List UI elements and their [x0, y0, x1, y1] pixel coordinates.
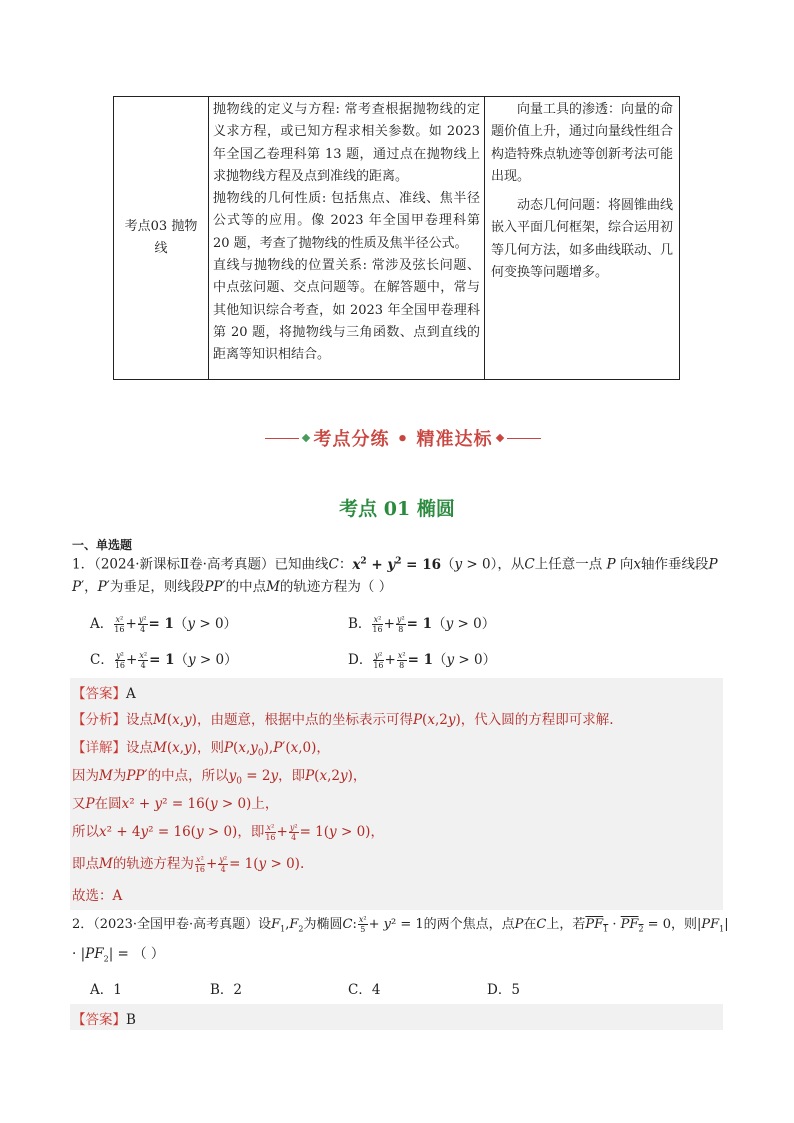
content-paragraph-3: 直线与抛物线的位置关系: 常涉及弦长问题、中点弦问题、交点问题等。在解答题中，常与其他知识综合考查，如 2023 年全国甲卷理科第 20 题，将抛物线与三角函数、点到直线的距离等知识相结合。: [213, 258, 480, 363]
table-cell-topic: [114, 97, 209, 379]
diamond-icon: [495, 434, 503, 442]
detail-row-4: 所以x² + 4y² = 16(y > 0)，即 $\frac{\text{x²}}{16}$ + $\frac{\text{y²}}{4}$ = 1(y > 0)，: [72, 823, 384, 842]
answer-row: 【答案】B: [72, 1012, 136, 1028]
option-c[interactable]: C．4: [348, 982, 381, 998]
detail-row-1: 【详解】设点M(x,y)，则$P(x,y_0),P'(x,0)$，: [72, 740, 330, 759]
content-paragraph-2: 抛物线的几何性质: 包括焦点、准线、焦半径公式等的应用。像 2023 年全国甲卷理科第 20 题，考查了抛物线的性质及焦半径公式。: [213, 191, 480, 251]
option-a[interactable]: A．1: [90, 982, 122, 998]
content-paragraph-1: 抛物线的定义与方程: 常考查根据抛物线的定义求方程，或已知方程求相关参数。如 2023 年全国乙卷理科第 13 题，通过点在抛物线上求抛物线方程及点到准线的距离。: [213, 102, 480, 184]
question-2-stem: 2．（2023·全国甲卷·高考真题）设$F_1,F_2$为椭圆C: $\frac{\text{x²}}{5}$ + y² = 1的两个焦点，点P在C上，若$PF_1 \cdot PF_2 = 0$，则$|PF_1|$ · $|PF_2|$ = （ ）: [72, 915, 729, 964]
banner-line-left: [265, 438, 299, 439]
analysis-row: 【分析】设点M(x,y)，由题意，根据中点的坐标表示可得P(x,2y)，代入圆的方程即可求解.: [72, 712, 614, 728]
detail-row-5: 即点M的轨迹方程为 $\frac{\text{x²}}{16}$ + $\frac{\text{y²}}{4}$ = 1(y > 0).: [72, 855, 305, 874]
trend-paragraph-1: 向量工具的渗透：向量的命题价值上升，通过向量线性组合构造特殊点轨迹等创新考法可能出现。: [491, 102, 674, 184]
question-type-heading: 一、单选题: [72, 538, 133, 552]
section-title: 考点 01 椭圆: [339, 498, 455, 520]
topic-label: 考点03 抛物线: [124, 219, 198, 256]
option-b[interactable]: B．2: [210, 982, 243, 998]
option-d[interactable]: D． $\frac{\text{y²}}{16}$ + $\frac{\text{x²}}{8}$ = 1（y > 0）: [348, 651, 497, 670]
answer-row: 【答案】A: [72, 686, 136, 702]
answer-panel: [70, 1004, 723, 1030]
diamond-icon: [302, 434, 310, 442]
option-d[interactable]: D．5: [487, 982, 520, 998]
detail-row-2: 因为M为PP′的中点，所以$y_0 = 2y$，即P(x,2y)，: [72, 768, 367, 787]
detail-row-3: 又P在圆x² + y² = 16(y > 0)上，: [72, 796, 279, 812]
detail-row-choose: 故选：A: [72, 888, 123, 904]
option-a[interactable]: A． $\frac{\text{x²}}{16}$ + $\frac{\text{y²}}{4}$ = 1（y > 0）: [90, 615, 238, 634]
table-cell-content: [209, 97, 485, 379]
question-1-stem: 1．（2024·新课标Ⅱ卷·高考真题）已知曲线C：$x^2 + y^2 = 16(y > 0)$，从C上任意一点 P 向x轴作垂线段P P′，P′为垂足，则线段PP′的中点M的轨迹方程为（ ）: [72, 556, 718, 595]
option-b[interactable]: B． $\frac{\text{x²}}{16}$ + $\frac{\text{y²}}{8}$ = 1（y > 0）: [348, 615, 496, 634]
banner-text: 考点分练 • 精准达标: [313, 429, 493, 450]
section-banner: [254, 424, 552, 452]
table-cell-trend: [485, 97, 679, 379]
banner-line-right: [507, 438, 541, 439]
option-c[interactable]: C． $\frac{\text{y²}}{16}$ + $\frac{\text{x²}}{4}$ = 1（y > 0）: [90, 651, 238, 670]
exam-point-table: [113, 96, 680, 380]
trend-paragraph-2: 动态几何问题：将圆锥曲线嵌入平面几何框架，综合运用初等几何方法，如多曲线联动、几何变换等问题增多。: [491, 198, 674, 281]
